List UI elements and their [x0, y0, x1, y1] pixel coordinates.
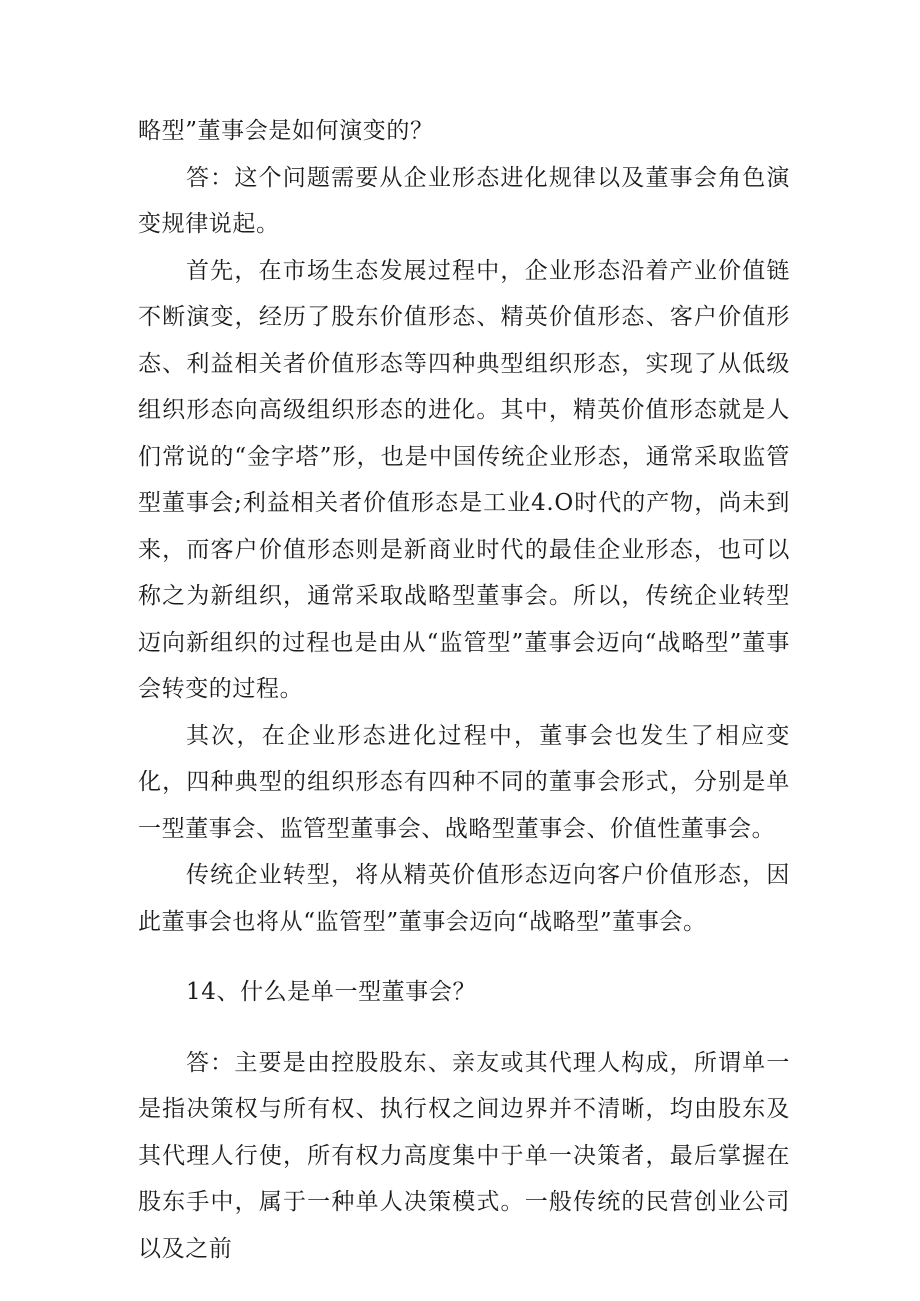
answer-paragraph: 答：主要是由控股股东、亲友或其代理人构成，所谓单一是指决策权与所有权、执行权之间边界并不清晰，均由股东及其代理人行使，所有权力高度集中于单一决策者，最后掌握在股东手中，属于一种单人决策模式。一般传统的民营创业公司以及之前	[138, 1049, 790, 1262]
paragraph-continuation: 略型”董事会是如何演变的？	[138, 118, 434, 144]
question-heading: 14、什么是单一型董事会？	[186, 979, 477, 1005]
body-paragraph: 其次，在企业形态进化过程中，董事会也发生了相应变化，四种典型的组织形态有四种不同的董事会形式，分别是单一型董事会、监管型董事会、战略型董事会、价值性董事会。	[138, 722, 790, 842]
document-body	[138, 108, 790, 1272]
body-paragraph: 传统企业转型，将从精英价值形态迈向客户价值形态，因此董事会也将从“监管型”董事会迈向“战略型”董事会。	[138, 862, 790, 935]
answer-paragraph: 答：这个问题需要从企业形态进化规律以及董事会角色演变规律说起。	[138, 164, 790, 237]
body-paragraph: 首先，在市场生态发展过程中，企业形态沿着产业价值链不断演变，经历了股东价值形态、精英价值形态、客户价值形态、利益相关者价值形态等四种典型组织形态，实现了从低级组织形态向高级组织形态的进化。其中，精英价值形态就是人们常说的“金字塔”形，也是中国传统企业形态，通常采取监管型董事会;利益相关者价值形态是工业4.O时代的产物，尚未到来，而客户价值形态则是新商业时代的最佳企业形态，也可以称之为新组织，通常采取战略型董事会。所以，传统企业转型迈向新组织的过程也是由从“监管型”董事会迈向“战略型”董事会转变的过程。	[138, 257, 790, 702]
